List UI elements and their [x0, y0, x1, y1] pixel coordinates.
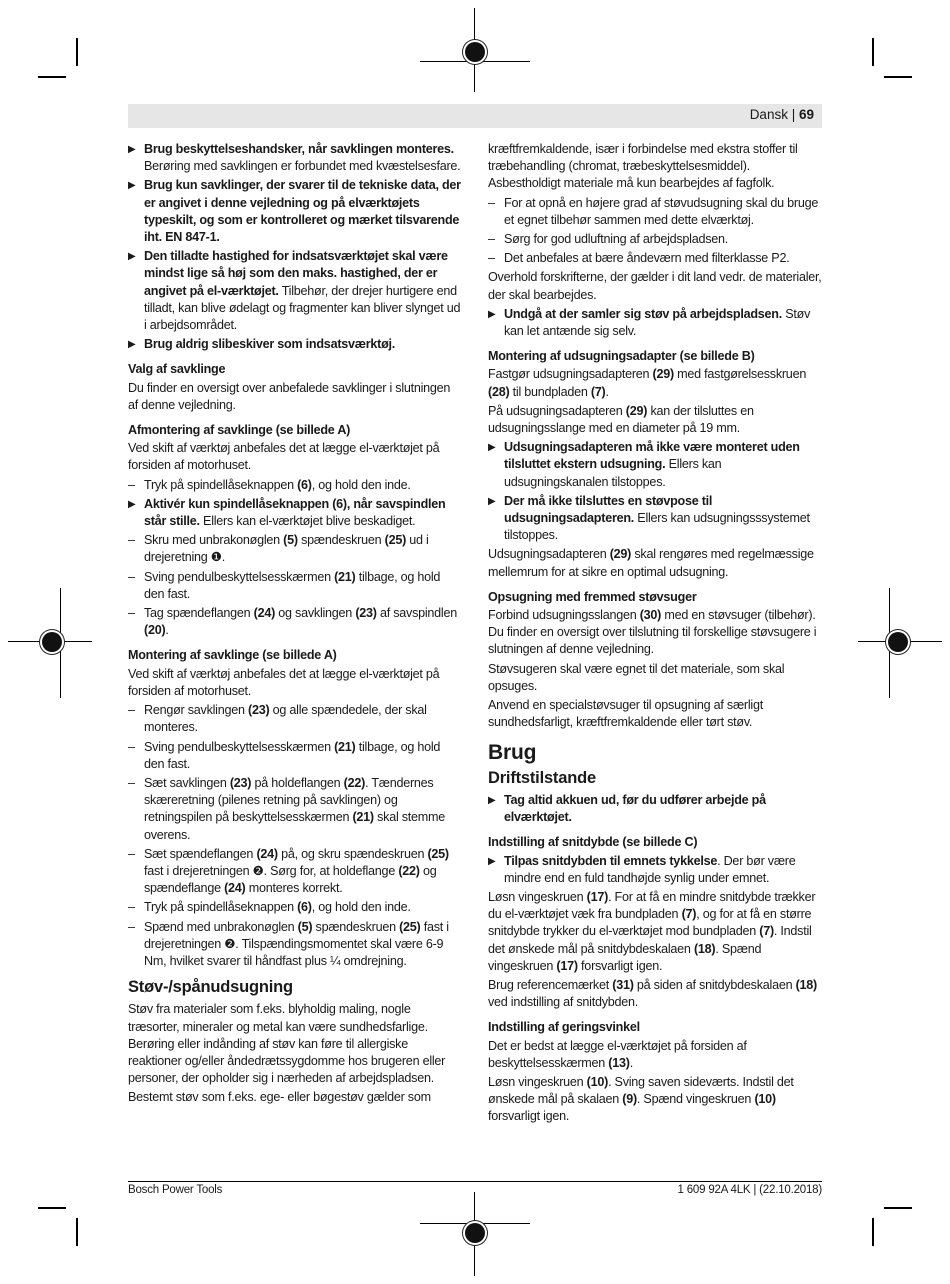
chapter-title: Brug	[488, 740, 537, 764]
paragraph: Overhold forskrifterne, der gælder i dit land vedr. de materialer, der skal bearbejdes.	[488, 270, 822, 302]
paragraph: På udsugningsadapteren (29) kan der tilsluttes en udsugningsslange med en diameter på 19 mm.	[488, 403, 754, 436]
paragraph: Forbind udsugningsslangen (30) med en støvsuger (tilbehør). Du finder en oversigt over tilslutning til forskellige støvsugere i slutningen af denne vejledning.	[488, 608, 817, 657]
step-item: – Sving pendulbeskyttelsesskærmen (21) tilbage, og hold den fast.	[128, 569, 461, 603]
warning-item: ▶ Brug aldrig slibeskiver som indsatsværktøj.	[128, 336, 461, 353]
step-item: – Sørg for god udluftning af arbejdspladsen.	[488, 231, 822, 248]
page-header	[128, 104, 822, 128]
section-heading: Indstilling af snitdybde (se billede C)	[488, 835, 698, 850]
warning-item: ▶ Aktivér kun spindellåseknappen (6), når savspindlen står stille. Ellers kan el-værktøjet blive beskadiget.	[128, 496, 461, 530]
footer-rule	[128, 1181, 822, 1182]
warning-item: ▶ Tilpas snitdybden til emnets tykkelse. Der bør være mindre end en fuld tandhøjde synlig under emnet.	[488, 853, 822, 887]
step-item: – Det anbefales at bære åndeværn med filterklasse P2.	[488, 250, 822, 267]
warning-item: ▶ Udsugningsadapteren må ikke være monteret uden tilsluttet ekstern udsugning. Ellers kan udsugningskanalen tilstoppes.	[488, 439, 822, 491]
paragraph: Fastgør udsugningsadapteren (29) med fastgørelsesskruen (28) til bundpladen (7).	[488, 367, 807, 399]
footer-brand: Bosch Power Tools	[128, 1184, 223, 1196]
paragraph: Løsn vingeskruen (17). For at få en mindre snitdybde trækker du el-værktøjet væk fra bundpladen (7), og for at få en større snitdybde trykker du el-værktøjet mod bundpladen (7). Indstil det ønskede mål på snitdybdeskalaen (18). Spænd vingeskruen (17) forsvarligt igen.	[488, 889, 816, 973]
warning-item: ▶ Den tilladte hastighed for indsatsværktøjet skal være mindst lige så høj som den maks. hastighed, der er angivet på el-værktøjet. Tilbehør, der drejer hurtigere end tilladt, kan blive ødelagt og fragmenter kan bliver slynget ud i arbejdsområdet.	[128, 248, 461, 334]
section-title: Støv-/spånudsugning	[128, 978, 293, 997]
crop-mark	[872, 1218, 874, 1246]
crop-mark	[76, 1218, 78, 1246]
paragraph: Anvend en specialstøvsuger til opsugning af særligt sundhedsfarligt, kræftfremkaldende eller tørt støv.	[488, 698, 763, 730]
section-heading: Afmontering af savklinge (se billede A)	[128, 423, 351, 438]
left-column	[128, 141, 461, 1109]
crop-mark	[872, 38, 874, 66]
section-heading: Indstilling af geringsvinkel	[488, 1020, 640, 1035]
warning-item: ▶ Brug kun savklinger, der svarer til de tekniske data, der er angivet i denne vejledning og på elværktøjets typeskilt, og som er kontrolleret og mærket tilsvarende iht. EN 847-1.	[128, 177, 461, 246]
paragraph: Støv fra materialer som f.eks. blyholdig maling, nogle træsorter, mineraler og metal kan være sundhedsfarlige. Berøring eller indånding af støv kan føre til allergiske reaktioner og/eller åndedrætssygdomme hos brugeren eller personer, der opholder sig i nærheden af arbejdspladsen.	[128, 1002, 446, 1086]
step-item: – Sving pendulbeskyttelsesskærmen (21) tilbage, og hold den fast.	[128, 739, 461, 773]
warning-item: ▶ Tag altid akkuen ud, før du udfører arbejde på elværktøjet.	[488, 792, 822, 826]
paragraph: Udsugningsadapteren (29) skal rengøres med regelmæssige mellemrum for at sikre en optimal udsugning.	[488, 547, 814, 579]
paragraph: Det er bedst at lægge el-værktøjet på forsiden af beskyttelsesskærmen (13).	[488, 1038, 747, 1070]
section-heading: Montering af udsugningsadapter (se billede B)	[488, 349, 755, 364]
crop-mark	[884, 76, 912, 78]
crop-mark	[38, 76, 66, 78]
registration-mark-bottom	[465, 1223, 485, 1243]
section-heading: Opsugning med fremmed støvsuger	[488, 589, 697, 604]
warning-item: ▶ Der må ikke tilsluttes en støvpose til udsugningsadapteren. Ellers kan udsugningsssystemet tilstoppes.	[488, 493, 822, 545]
paragraph: Brug referencemærket (31) på siden af snitdybdeskalaen (18) ved indstilling af snitdybden.	[488, 977, 817, 1010]
step-item: – Skru med unbrakonøglen (5) spændeskruen (25) ud i drejeretning ❶.	[128, 532, 461, 566]
crop-mark	[884, 1207, 912, 1209]
paragraph: Ved skift af værktøj anbefales det at lægge el-værktøjet på forsiden af motorhuset.	[128, 441, 440, 473]
paragraph: Løsn vingeskruen (10). Sving saven sideværts. Indstil det ønskede mål på skalaen (9). Spænd vingeskruen (10) forsvarligt igen.	[488, 1074, 794, 1124]
step-item: – Spænd med unbrakonøglen (5) spændeskruen (25) fast i drejeretningen ❷. Tilspændingsmomentet skal være 6-9 Nm, hvilket svarer til håndfast plus ¼ omdrejning.	[128, 919, 461, 971]
section-heading: Valg af savklinge	[128, 362, 226, 377]
step-item: – Tryk på spindellåseknappen (6), og hold den inde.	[128, 899, 461, 916]
warning-item: ▶ Undgå at der samler sig støv på arbejdspladsen. Støv kan let antænde sig selv.	[488, 306, 822, 340]
warning-item: ▶ Brug beskyttelseshandsker, når savklingen monteres. Berøring med savklingen er forbundet med kvæstelsesfare.	[128, 141, 461, 175]
footer-docnumber: 1 609 92A 4LK | (22.10.2018)	[677, 1184, 822, 1196]
step-item: – Sæt savklingen (23) på holdeflangen (22). Tændernes skæreretning (pilenes retning på savklingen) og retningspilen på beskyttelsesskærmen (21) skal stemme overens.	[128, 775, 461, 844]
step-item: – Sæt spændeflangen (24) på, og skru spændeskruen (25) fast i drejeretningen ❷. Sørg for, at holdeflange (22) og spændeflange (24) monteres korrekt.	[128, 846, 461, 898]
registration-mark-top	[465, 42, 485, 62]
paragraph: Du finder en oversigt over anbefalede savklinger i slutningen af denne vejledning.	[128, 380, 451, 412]
paragraph: Bestemt støv som f.eks. ege- eller bøgestøv gælder som	[128, 1090, 431, 1105]
step-item: – Tryk på spindellåseknappen (6), og hold den inde.	[128, 477, 461, 494]
step-item: – Tag spændeflangen (24) og savklingen (23) af savspindlen (20).	[128, 605, 461, 639]
registration-mark-right	[888, 632, 908, 652]
right-column	[488, 141, 822, 1128]
section-title: Driftstilstande	[488, 768, 596, 787]
paragraph: Støvsugeren skal være egnet til det materiale, som skal opsuges.	[488, 661, 785, 693]
crop-mark	[38, 1207, 66, 1209]
step-item: – For at opnå en højere grad af støvudsugning skal du bruge et egnet tilbehør sammen med dette elværktøj.	[488, 195, 822, 229]
header-label: Dansk | 69	[749, 107, 814, 122]
paragraph: Ved skift af værktøj anbefales det at lægge el-værktøjet på forsiden af motorhuset.	[128, 666, 440, 698]
paragraph: kræftfremkaldende, især i forbindelse med ekstra stoffer til træbehandling (chromat, træbeskyttelsesmiddel). Asbestholdigt materiale må kun bearbejdes af fagfolk.	[488, 142, 798, 191]
registration-mark-left	[42, 632, 62, 652]
crop-mark	[76, 38, 78, 66]
section-heading: Montering af savklinge (se billede A)	[128, 648, 337, 663]
step-item: – Rengør savklingen (23) og alle spændedele, der skal monteres.	[128, 702, 461, 736]
